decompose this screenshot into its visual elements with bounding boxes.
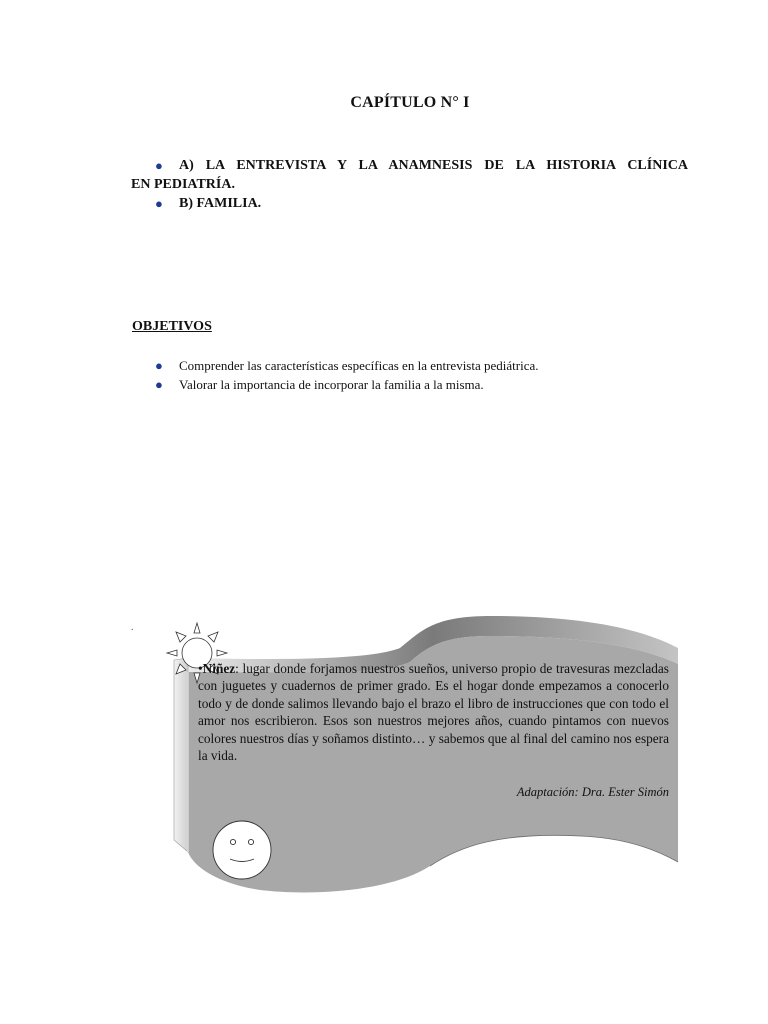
objective-text: Valorar la importancia de incorporar la familia a la misma. [179, 377, 484, 392]
quote-attribution: Adaptación: Dra. Ester Simón [516, 785, 669, 799]
quote-lead: Niñez [202, 661, 236, 676]
topic-text-continued: EN PEDIATRÍA. [131, 177, 235, 192]
topic-item [155, 194, 688, 213]
smiley-face-icon [213, 821, 271, 879]
bullet-icon: ● [155, 377, 163, 392]
topic-text: B) FAMILIA. [179, 196, 262, 211]
objective-item [155, 356, 675, 375]
bullet-icon: • [198, 661, 203, 676]
bullet-icon: ● [155, 358, 163, 373]
banner-quote [198, 660, 669, 764]
chapter-title: CAPÍTULO N° I [350, 94, 470, 111]
margin-mark: . [131, 622, 134, 633]
topic-list [131, 156, 688, 213]
objectives-heading: OBJETIVOS [132, 319, 212, 334]
objective-text: Comprender las características específicas en la entrevista pediátrica. [179, 358, 539, 373]
bullet-icon: ● [155, 196, 163, 211]
topic-item [131, 156, 688, 194]
bullet-icon: ● [155, 158, 163, 173]
quote-body: : lugar donde forjamos nuestros sueños, universo propio de travesuras mezcladas con juguetes y cuadernos de primer grado. Es el hogar donde empezamos a conocerlo todo y de donde salimos llevando bajo el brazo el libro de instrucciones que con todo el amor nos escribieron. Esos son nuestros mejores años, cuando pintamos con nuevos colores nuestros días y soñamos distinto… y sabemos que al final del camino nos espera la vida. [198, 661, 669, 764]
objectives-list [155, 356, 675, 394]
objective-item [155, 375, 675, 394]
topic-text: A) LA ENTREVISTA Y LA ANAMNESIS DE LA HISTORIA CLÍNICA [179, 158, 688, 173]
